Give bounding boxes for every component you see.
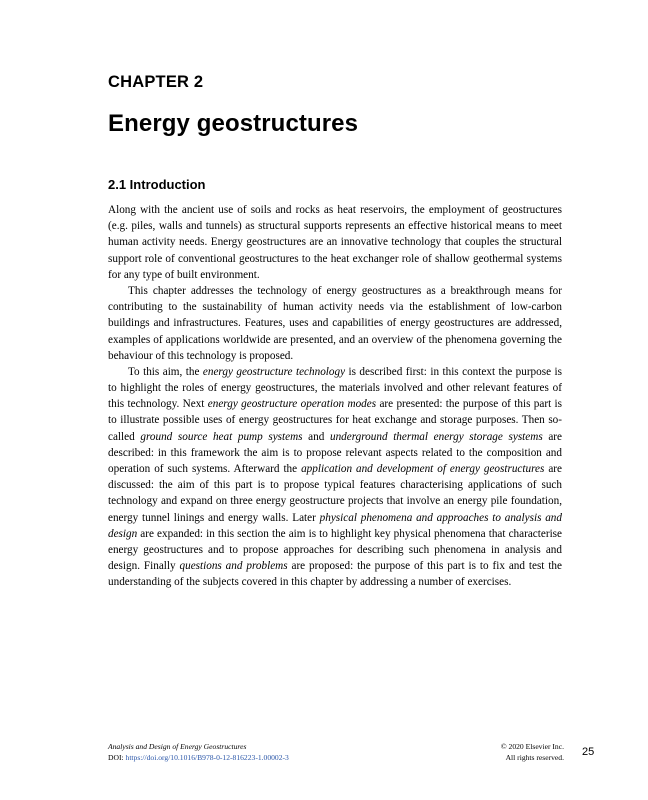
emphasis-heat-pump-systems: ground source heat pump systems [140,430,303,443]
footer-copyright [484,741,564,763]
paragraph-3-text: To this aim, the [128,365,203,378]
page-number: 25 [582,746,595,758]
copyright-text: © 2020 Elsevier Inc. [500,742,564,751]
section-heading: 2.1 Introduction [108,177,206,192]
paragraph-3 [108,364,562,591]
paragraph-3-text: is described first: in this context the purpose is to highlight the roles of energy geostructures, the materials involved and other relevant features of this technology. Next [108,365,562,411]
paragraph-1: Along with the ancient use of soils and rocks as heat reservoirs, the employment of geostructures (e.g. piles, walls and tunnels) as structural supports represents an effective historical means to meet human activity needs. Energy geostructures are an innovative technology that couples the structural support role of conventional geostructures to the heat exchanger role of shallow geothermal systems for any type of built environment. [108,204,562,281]
chapter-title: Energy geostructures [108,110,359,137]
rights-text: All rights reserved. [505,753,564,762]
emphasis-technology: energy geostructure technology [202,365,346,378]
footer-citation [108,741,289,763]
paragraph-3-text: are proposed: the purpose of this part is to fix and test the understanding of the subjects covered in this chapter by addressing a number of exercises. [108,560,562,589]
emphasis-application-development: application and development of energy geostructures [301,463,545,475]
paragraph-3-text: and [302,430,330,443]
emphasis-physical-phenomena: physical phenomena and approaches to analysis and design [108,511,562,540]
doi-prefix: DOI: [108,753,126,762]
paragraph-3-text: are described: in this framework the aim is to propose relevant aspects related to the composition and operation of such systems. Afterward the [108,430,562,475]
chapter-label: CHAPTER 2 [108,73,204,91]
doi-link[interactable]: https://doi.org/10.1016/B978-0-12-816223-1.00002-3 [125,753,289,762]
footer-doi [108,753,289,762]
emphasis-questions-problems: questions and problems [179,560,288,573]
paragraph-3-text: are presented: the purpose of this part is to illustrate possible uses of energy geostructures for heat exchange and storage purposes. Then so-called [108,398,562,443]
paragraph-3-text: are expanded: in this section the aim is to highlight key physical phenomena that characterise energy geostructures and to propose approaches for describing such phenomena in analysis and design. Finally [108,527,562,573]
emphasis-storage-systems: underground thermal energy storage systems [329,430,543,443]
paragraph-2: This chapter addresses the technology of energy geostructures as a breakthrough means for contributing to the sustainability of human activity needs via the establishment of low-carbon buildings and infrastructures. Features, uses and capabilities of energy geostructures are addressed, examples of applications worldwide are presented, and an overview of the phenomena governing the behaviour of this technology is proposed. [108,284,562,362]
paragraph-3-text: are discussed: the aim of this part is to propose typical features characterising applications of such technology and expand on three energy geostructure projects that involve an energy pile foundation, energy tunnel linings and energy walls. Later [108,463,562,524]
footer-book-title: Analysis and Design of Energy Geostructures [108,742,247,751]
emphasis-operation-modes: energy geostructure operation modes [207,398,377,411]
body-text [108,202,562,591]
